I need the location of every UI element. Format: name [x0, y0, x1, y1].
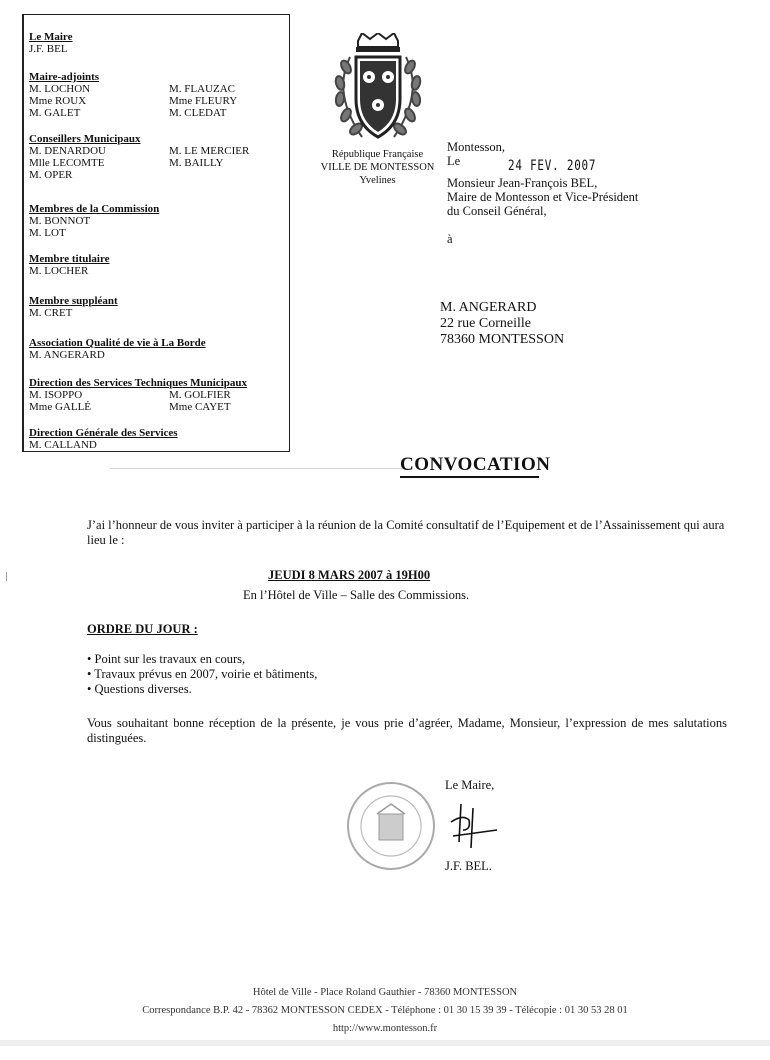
official-name: Mme ROUX	[29, 95, 87, 107]
closing-paragraph: Vous souhaitant bonne réception de la présente, je vous prie d’agréer, Madame, Monsieur, l’expression de mes salutations distinguées.	[87, 716, 727, 745]
official-name: M. CRET	[29, 307, 73, 319]
officials-section	[29, 295, 118, 319]
sender-role-2: du Conseil Général,	[447, 204, 547, 218]
town-header	[300, 148, 455, 187]
section-title: Le Maire	[29, 31, 73, 43]
section-title: Membres de la Commission	[29, 203, 160, 215]
section-title: Membre suppléant	[29, 295, 118, 307]
official-name: Mme GALLÉ	[29, 401, 92, 413]
section-title: Membre titulaire	[29, 253, 110, 265]
officials-box	[22, 14, 290, 452]
officials-section	[29, 337, 206, 361]
agenda-title: ORDRE DU JOUR :	[87, 622, 198, 636]
official-name: M. DENARDOU	[29, 145, 106, 157]
town-seal-icon	[345, 780, 437, 872]
official-name: M. LE MERCIER	[169, 145, 250, 157]
official-name: M. LOT	[29, 227, 66, 239]
sender-city: Montesson,	[447, 140, 505, 154]
handwritten-signature	[447, 800, 499, 852]
divider	[110, 468, 410, 469]
officials-section	[29, 203, 159, 239]
officials-section	[29, 427, 178, 451]
republic-label: République Française	[331, 149, 424, 160]
recipient-city: 78360 MONTESSON	[440, 332, 565, 347]
footer	[0, 984, 770, 1038]
section-title: Direction Générale des Services	[29, 427, 178, 439]
official-name: M. ISOPPO	[29, 389, 83, 401]
letter-title: CONVOCATION	[400, 454, 551, 475]
officials-section	[29, 377, 247, 413]
section-title: Direction des Services Techniques Municipaux	[29, 377, 247, 389]
signature-name: J.F. BEL.	[445, 859, 492, 873]
meeting-date: JEUDI 8 MARS 2007 à 19H00	[268, 568, 431, 582]
official-name: M. OPER	[29, 169, 73, 181]
department-label: Yvelines	[359, 175, 396, 186]
footer-website[interactable]: http://www.montesson.fr	[332, 1023, 438, 1034]
town-label: VILLE DE MONTESSON	[320, 162, 435, 173]
section-title: Association Qualité de vie à La Borde	[29, 337, 206, 349]
officials-section	[29, 71, 238, 119]
sender-block	[447, 140, 638, 246]
date-le: Le	[447, 154, 461, 168]
meeting-place: En l’Hôtel de Ville – Salle des Commissions.	[243, 588, 470, 602]
official-name: M. CALLAND	[29, 439, 97, 451]
recipient-name: M. ANGERARD	[440, 300, 537, 315]
date-stamp: 24 FEV. 2007	[508, 158, 597, 174]
footer-contact: Correspondance B.P. 42 - 78362 MONTESSON CEDEX - Téléphone : 01 30 15 39 39 - Télécopie : 01 30 53 28 01	[142, 1005, 628, 1016]
signature-title: Le Maire,	[445, 778, 495, 792]
official-name: M. GALET	[29, 107, 81, 119]
recipient-street: 22 rue Corneille	[440, 316, 531, 331]
official-name: J.F. BEL	[29, 43, 68, 55]
town-crest-icon	[322, 33, 434, 151]
official-name: M. LOCHON	[29, 83, 91, 95]
officials-section	[29, 253, 110, 277]
official-name: M. BAILLY	[169, 157, 224, 169]
intro-paragraph: J’ai l’honneur de vous inviter à participer à la réunion de la Comité consultatif de l’Equipement et de l’Assainissement qui aura lieu le :	[87, 518, 725, 547]
sender-role-1: Maire de Montesson et Vice-Président	[447, 190, 639, 204]
official-name: M. FLAUZAC	[169, 83, 236, 95]
officials-section	[29, 31, 72, 55]
section-title: Conseillers Municipaux	[29, 133, 141, 145]
official-name: M. CLEDAT	[169, 107, 227, 119]
footer-address: Hôtel de Ville - Place Roland Gauthier - 78360 MONTESSON	[252, 987, 518, 998]
official-name: M. BONNOT	[29, 215, 91, 227]
official-name: Mlle LECOMTE	[29, 157, 105, 169]
agenda-item: • Point sur les travaux en cours,	[87, 652, 246, 666]
section-title: Maire-adjoints	[29, 71, 100, 83]
sender-name: Monsieur Jean-François BEL,	[447, 176, 598, 190]
to-label: à	[447, 232, 453, 246]
agenda-item: • Travaux prévus en 2007, voirie et bâtiments,	[87, 667, 318, 681]
agenda-item: • Questions diverses.	[87, 682, 192, 696]
recipient-address	[440, 300, 564, 348]
official-name: M. GOLFIER	[169, 389, 231, 401]
official-name: M. LOCHER	[29, 265, 89, 277]
official-name: Mme CAYET	[169, 401, 231, 413]
official-name: M. ANGERARD	[29, 349, 105, 361]
official-name: Mme FLEURY	[169, 95, 238, 107]
scan-edge	[0, 1040, 770, 1046]
officials-section	[29, 133, 250, 181]
scan-mark	[6, 572, 7, 581]
title-underline	[400, 476, 539, 478]
agenda-list	[87, 652, 317, 697]
